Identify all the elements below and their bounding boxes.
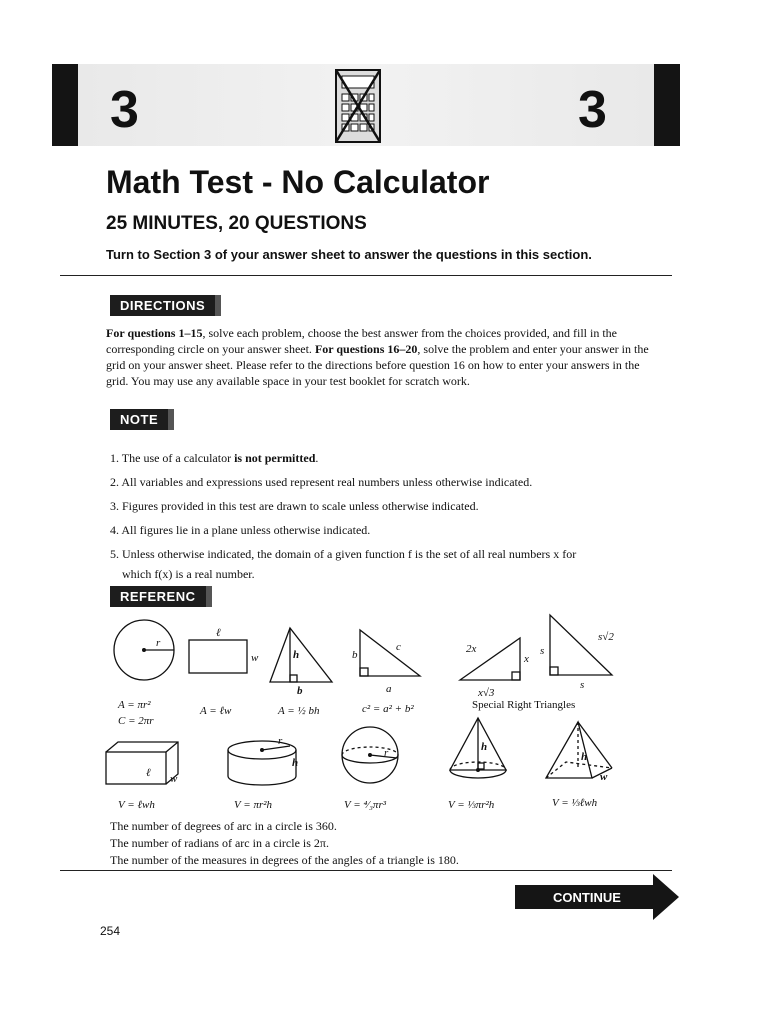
formula-cone-volume: V = ⅓πr²h — [448, 799, 495, 811]
label-s-root2: s√2 — [598, 631, 614, 643]
label-box-w: w — [170, 773, 178, 785]
formula-circle-circ: C = 2πr — [118, 715, 154, 727]
label-cyl-h: h — [292, 757, 299, 769]
formula-triangle-area: A = ½ bh — [278, 705, 320, 717]
note-item — [110, 446, 670, 470]
formula-pyramid-volume: V = ⅓ℓwh — [552, 797, 598, 809]
page-subtitle: 25 MINUTES, 20 QUESTIONS — [106, 213, 367, 234]
continue-label: CONTINUE — [553, 890, 621, 905]
note-list — [110, 446, 670, 584]
special-triangles-caption: Special Right Triangles — [472, 699, 576, 711]
label-2x: 2x — [466, 643, 477, 655]
directions-bold-1: For questions 1–15 — [106, 326, 203, 340]
section-number-left: 3 — [110, 81, 139, 139]
header-bar-left — [52, 64, 78, 146]
special-triangle-45-45 — [550, 615, 612, 675]
label-b: b — [297, 685, 303, 697]
label-x-root3: x√3 — [478, 687, 495, 699]
note-item: 5. Unless otherwise indicated, the domain of a given function f is the set of all real numbers x for — [110, 547, 577, 561]
note-label: NOTE — [110, 409, 174, 430]
divider-bottom — [60, 870, 672, 871]
label-s: s — [540, 645, 545, 657]
note-item-cont: which f(x) is a real number. — [122, 567, 255, 581]
note-item: 2. All variables and expressions used represent real numbers unless otherwise indicated. — [110, 475, 533, 489]
formula-box-volume: V = ℓwh — [118, 799, 155, 811]
label-cyl-r: r — [278, 735, 283, 747]
rectangle-figure — [189, 640, 247, 673]
label-s2: s — [580, 679, 585, 691]
label-b2: b — [352, 649, 358, 661]
label-a: a — [386, 683, 392, 695]
formula-rect-area: A = ℓw — [200, 705, 232, 717]
directions-text-2: , solve the problem and enter your answer in the grid on your answer sheet. Please refer to the directions before question 16 on how to enter your answers in the grid. You may use any available space in your test booklet for scratch work. — [106, 342, 649, 388]
continue-arrow — [515, 872, 680, 922]
label-r: r — [156, 637, 161, 649]
right-triangle-figure — [360, 630, 420, 676]
formula-sphere-volume: V = ⁴⁄₃πr³ — [344, 799, 387, 811]
directions-paragraph — [106, 325, 654, 389]
header-bar-right — [654, 64, 680, 146]
page-number: 254 — [100, 924, 121, 938]
note-item-1-text: 1. The use of a calculator — [110, 451, 235, 465]
pyramid-figure — [546, 722, 592, 778]
no-calculator-icon — [334, 68, 382, 144]
fact-line: The number of degrees of arc in a circle is 360. — [110, 819, 337, 833]
directions-bold-2: For questions 16–20 — [314, 342, 418, 356]
section-instruction: Turn to Section 3 of your answer sheet to answer the questions in this section. — [106, 247, 592, 262]
directions-label: DIRECTIONS — [110, 295, 221, 316]
note-item: 4. All figures lie in a plane unless otherwise indicated. — [110, 523, 371, 537]
page-title: Math Test - No Calculator — [106, 164, 490, 200]
reference-figures — [100, 610, 640, 820]
note-item-1-end: . — [315, 451, 319, 465]
label-x: x — [524, 653, 529, 665]
label-box-l: ℓ — [146, 767, 151, 779]
section-number-right: 3 — [578, 81, 607, 139]
reference-facts — [110, 818, 459, 869]
fact-line: The number of the measures in degrees of the angles of a triangle is 180. — [110, 853, 459, 867]
note-item: 3. Figures provided in this test are drawn to scale unless otherwise indicated. — [110, 499, 479, 513]
label-h: h — [293, 649, 300, 661]
label-c: c — [396, 641, 401, 653]
directions-text-1: , solve each problem, choose the best answer from the choices provided, and fill in the corresponding circle on your answer sheet. — [106, 326, 618, 356]
formula-pythagorean: c² = a² + b² — [362, 703, 414, 715]
note-item-1-bold: is not permitted — [234, 451, 316, 465]
formula-cylinder-volume: V = πr²h — [234, 799, 273, 811]
formula-circle-area: A = πr² — [118, 699, 151, 711]
box-figure — [106, 752, 166, 784]
divider-top — [60, 275, 672, 276]
reference-label: REFERENC — [110, 586, 212, 607]
triangle-figure — [270, 628, 332, 682]
fact-line: The number of radians of arc in a circle is 2π. — [110, 836, 329, 850]
label-l: ℓ — [216, 627, 221, 639]
label-pyr-w: w — [600, 771, 608, 783]
label-w: w — [251, 652, 259, 664]
label-pyr-h: h — [581, 751, 588, 763]
label-cone-h: h — [481, 741, 488, 753]
label-sph-r: r — [384, 747, 389, 759]
